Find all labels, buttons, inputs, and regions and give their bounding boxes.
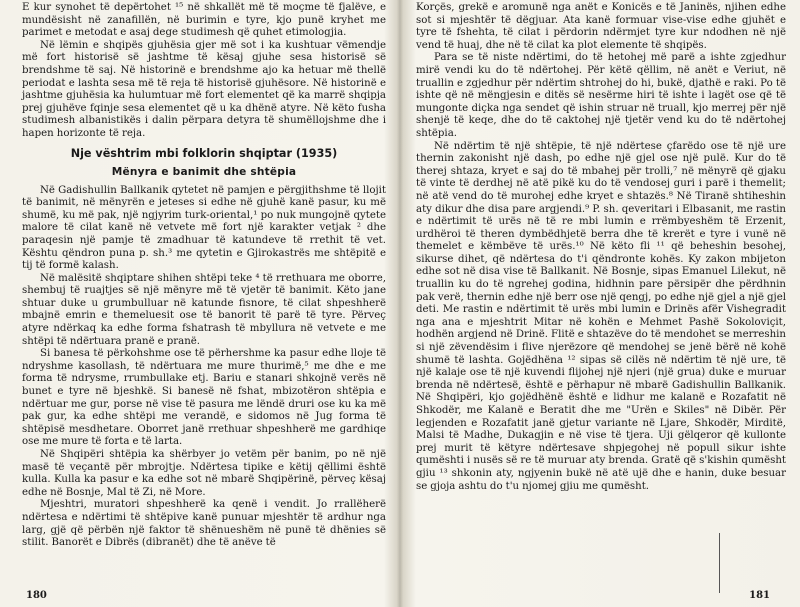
right-page bbox=[404, 0, 800, 607]
paragraph: Si banesa të përkohshme ose të përhershme ka pasur edhe lloje të ndryshme kasollash, të ndërtuara me mure thurimë,⁵ me dhe e me forma të ndrysme, rrumbullake etj. Bariu e stanari shkojnë verës në bunet e tyre në bjeshkë. Si banesë në fshat, mbizotëron shtëpia e ndërtuar me gur, porse në vise të pasura me lëndë druri ose ku ka më pak gur, ka edhe shtëpi me verandë, e sidomos në Jug forma të shtëpisë mesdhetare. Oborret janë rrethuar shpeshherë me gardhiqe ose me mure të forta e të larta. bbox=[22, 348, 386, 448]
page-number: 180 bbox=[26, 590, 47, 601]
paragraph: Në lëmin e shqipës gjuhësia gjer më sot i ka kushtuar vëmendje më fort historisë së jashtme të kësaj gjuhe sesa historisë së brendshme të saj. Në historinë e brendshme ajo ka hetuar më thellë periodat e lashta sesa më të reja të historisë gjuhësore. Në historinë e jashtme gjuhësia ka hulumtuar më fort elementet që ka marrë shqipja prej gjuhëve fqinje sesa elementet që u ka dhënë atyre. Në këto fusha studimesh albanistikës i dalin përpara detyra të shumëllojshme dhe i hapen horizonte të reja. bbox=[22, 39, 386, 139]
section-subheading: Mënyra e banimit dhe shtëpia bbox=[111, 165, 297, 178]
page-number: 181 bbox=[749, 590, 770, 601]
paragraph: Në Gadishullin Ballkanik qytetet në pamjen e përgjithshme të llojit të banimit, në mënyrën e jeteses si edhe në gjuhë kanë pasur, ku më shumë, ku më pak, një ngjyrim turk-oriental,¹ po nuk mungojnë qytete malore të cilat kanë në vetvete më fort një karakter vetjak ² dhe paraqesin një pamje të zmadhuar të katundeve të rrethit të vet. Kështu qëndron puna p. sh.³ me qytetin e Gjirokastrës me shtëpitë e tij të formë kalash. bbox=[22, 184, 386, 272]
paragraph: Mjeshtri, muratori shpeshherë ka qenë i vendit. Jo rrallëherë ndërtesa e ndërtimi të shtëpive kanë punuar mjeshtër të ardhur nga larg, gjë që përbën një faktor të shënueshëm në punë të dhënies së stilit. Banorët e Dibrës (dibranët) dhe të anëve të bbox=[22, 499, 386, 549]
paragraph: Para se të niste ndërtimi, do të hetohej më parë a ishte zgjedhur mirë vendi ku do të ndërtohej. Për këtë qëllim, në anët e Veriut, në truallin e zgjedhur për ndërtim shtrohej do hi, bukë, djathë e raki. Po të ishte që në mëngjesin e ditës së nesërme hiri të ishte i lagët ose që të mungonte diçka nga sendet që ishin struar në truall, kjo merrej për një shenjë të keqe, dhe do të caktohej një tjetër vend ku do të ndërtohej shtëpia. bbox=[416, 52, 786, 139]
paragraph: Në ndërtim të një shtëpie, të një ndërtese çfarëdo ose të një ure thernin zakonisht një dash, po edhe një gjel ose një pulë. Kur do të therej shtaza, kryet e saj do të mbahej për trolli,⁷ në mënyrë që gjaku të vinte të derdhej në atë pikë ku do të vendosej guri i parë i themelit; në atë vend do të murohej edhe kryet e shtazës.⁸ Në Tiranë shtiheshin aty dikur dhe disa pare argjendi.⁹ P. sh. qeveritari i Elbasanit, me rastin e ndërtimit të urës në të re mbi lumin e rrëmbyeshëm të Erzenit, urdhëroi të theren dymbëdhjetë berra dhe të krerët e tyre i vunë në themelet e këmbëve të urës.¹⁰ Në këto fli ¹¹ që beheshin besohej, sikurse dihet, që ndërtesa do t'i qëndronte kohës. Ky zakon mbijeton edhe sot në disa vise të Ballkanit. Në Bosnje, sipas Emanuel Lilekut, në truallin ku do të ngrehej godina, hidhnin pare përsipër dhe përdhnin pak verë, thernin edhe një berr ose një qengj, po edhe një gjel a një gjel deti. Me rastin e ndërtimit të urës mbi lumin e Drinës afër Vishegradit nga ana e mjeshtrit Mitar në kohën e Mehmet Pashë Sokoloviçit, hodhën argjend në Drinë. Flitë e shtazëve do të mendohet se merreshin si një zëvendësim i flive njerëzore që mendohej se jenë bërë në kohë shumë të lashta. Gojëdhëna ¹² sipas së cilës në ndërtim të një ure, të një kalaje ose të një kuvendi flijohej një njeri (një grua) duke e muruar brenda në ndërtesë, është e përhapur në mbarë Gadishullin Ballkanik. Në Shqipëri, kjo gojëdhënë është e lidhur me kalanë e Rozafatit në Shkodër, me Kalanë e Beratit dhe me "Urën e Skiles" në Dibër. Për legjenden e Rozafatit janë gjetur variante në Ljare, Shkodër, Mirditë, Malsi të Madhe, Dukagjin e në vise të tjera. Uji gëlqeror që kullonte prej murit të këtyre ndërtesave shpjegohej në popull sikur ishte qumështi i nusës së re të muruar aty brenda. Gratë që s'kishin qumësht gjiu ¹³ shkonin aty, ngjyenin bukë në atë ujë dhe e hanin, duke besuar se gjoja ashtu do t'u njomej gjiu me qumësht. bbox=[416, 140, 786, 492]
margin-mark bbox=[719, 533, 720, 593]
paragraph: Korçës, grekë e aromunë nga anët e Konicës e të Janinës, njihen edhe sot si mjeshtër të dëgjuar. Ata kanë formuar vise-vise edhe gjuhët e tyre të fshehta, të cilat i përdorin ndërmjet tyre kur ndodhen në një vend të huaj, dhe në të cilat ka plot elemente të shqipës. bbox=[416, 2, 786, 51]
paragraph: Në Shqipëri shtëpia ka shërbyer jo vetëm për banim, po në një masë të veçantë për mbrojtje. Ndërtesa tipike e këtij qëllimi është kulla. Kulla ka pasur e ka edhe sot në mbarë Shqipërinë, përveç kësaj edhe në Bosnje, Mal të Zi, në More. bbox=[22, 449, 386, 498]
paragraph: E kur synohet të depërtohet ¹⁵ në shkallët më të moçme të fjalëve, e mundësisht në zanafillën, në burimin e tyre, kjo punë kryhet me parimet e metodat e asaj dege studimesh që quhet etimologjia. bbox=[22, 2, 386, 39]
left-page bbox=[0, 0, 396, 607]
paragraph: Në malësitë shqiptare shihen shtëpi teke ⁴ të rrethuara me oborre, shembuj të ruajtjes së një mënyre më të vjetër të banimit. Këto jane shtuar duke u grumbulluar në katunde fisnore, të cilat shpeshherë mbajnë emrin e themeluesit ose të banorit të parë të tyre. Përveç atyre ndërkaq ka edhe forma fshatrash të mbyllura në vetvete e me shtëpi të ndërtuara pranë e pranë. bbox=[22, 272, 386, 347]
chapter-heading: Nje vështrim mbi folklorin shqiptar (1935) bbox=[70, 146, 338, 160]
